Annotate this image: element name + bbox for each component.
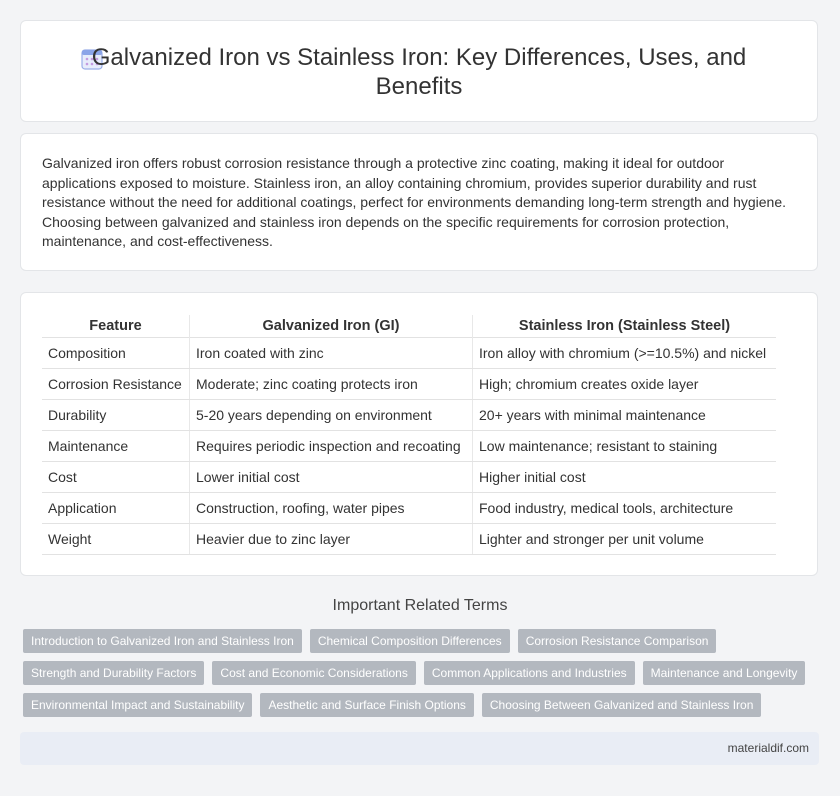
table-cell: 5-20 years depending on environment [190,400,473,431]
related-terms-tags [23,629,813,725]
table-cell: High; chromium creates oxide layer [473,369,777,400]
table-cell: 20+ years with minimal maintenance [473,400,777,431]
intro-paragraph: Galvanized iron offers robust corrosion resistance through a protective zinc coating, making it ideal for outdoor applications exposed to moisture. Stainless iron, an alloy containing chromium, provides superior durability and rust resistance without the need for additional coatings, perfect for environments demanding long-term strength and hygiene. Choosing between galvanized and stainless iron depends on the specific requirements for corrosion protection, maintenance, and cost-effectiveness. [42,155,786,250]
related-tag[interactable]: Aesthetic and Surface Finish Options [260,693,473,717]
related-tag[interactable]: Common Applications and Industries [424,661,635,685]
related-tag[interactable]: Choosing Between Galvanized and Stainless Iron [482,693,762,717]
table-header-feature: Feature [42,315,190,338]
page-title-line-1: Galvanized Iron vs Stainless Iron: Key Differences, Uses, and [91,44,747,71]
page-title-line-2: Benefits [375,73,463,100]
table-cell: Construction, roofing, water pipes [190,493,473,524]
title-card [20,20,818,122]
footer [20,732,819,765]
table-cell: Lower initial cost [190,462,473,493]
comparison-table [42,315,776,555]
table-cell: Moderate; zinc coating protects iron [190,369,473,400]
table-cell: Food industry, medical tools, architecture [473,493,777,524]
table-row [42,493,776,524]
table-cell: Weight [42,524,190,555]
table-cell: Iron coated with zinc [190,338,473,369]
related-tag[interactable]: Strength and Durability Factors [23,661,204,685]
related-tag[interactable]: Cost and Economic Considerations [212,661,415,685]
table-row [42,462,776,493]
table-row [42,338,776,369]
table-row [42,400,776,431]
table-cell: Lighter and stronger per unit volume [473,524,777,555]
table-row [42,524,776,555]
table-row [42,431,776,462]
table-cell: Maintenance [42,431,190,462]
table-cell: Higher initial cost [473,462,777,493]
related-terms-title: Important Related Terms [332,597,508,614]
related-tag[interactable]: Introduction to Galvanized Iron and Stainless Iron [23,629,302,653]
table-cell: Composition [42,338,190,369]
related-tag[interactable]: Chemical Composition Differences [310,629,510,653]
table-cell: Requires periodic inspection and recoating [190,431,473,462]
table-cell: Corrosion Resistance [42,369,190,400]
page-title [21,43,817,101]
table-row [42,369,776,400]
table-cell: Low maintenance; resistant to staining [473,431,777,462]
intro-card [20,133,818,271]
footer-site-link[interactable]: materialdif.com [727,741,809,755]
comparison-card [20,292,818,576]
table-header-galvanized: Galvanized Iron (GI) [190,315,473,338]
table-cell: Application [42,493,190,524]
table-cell: Cost [42,462,190,493]
related-tag[interactable]: Environmental Impact and Sustainability [23,693,252,717]
related-tag[interactable]: Maintenance and Longevity [643,661,806,685]
related-tag[interactable]: Corrosion Resistance Comparison [518,629,717,653]
table-cell: Iron alloy with chromium (>=10.5%) and nickel [473,338,777,369]
table-cell: Heavier due to zinc layer [190,524,473,555]
table-header-stainless: Stainless Iron (Stainless Steel) [518,318,731,334]
table-cell: Durability [42,400,190,431]
table-header-row [42,315,776,338]
